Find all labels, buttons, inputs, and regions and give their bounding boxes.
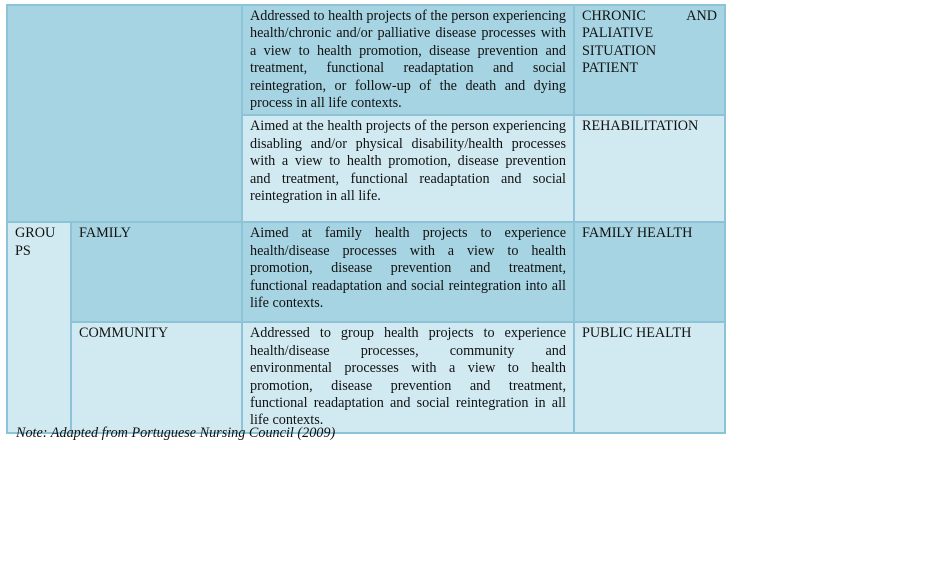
table-note: Note: Adapted from Portuguese Nursing Council (2009) xyxy=(16,425,336,441)
category-cell: REHABILITATION xyxy=(574,115,725,222)
description-cell: Aimed at family health projects to experience health/disease processes with a view to health promotion, disease prevention and treatment, functional readaptation and social reintegration into all life contexts. xyxy=(242,222,574,322)
target-cell: FAMILY xyxy=(71,222,242,322)
description-cell: Addressed to health projects of the person experiencing health/chronic and/or palliative disease processes with a view to health promotion, disease prevention and treatment, functional readaptation and social reintegration, or follow-up of the death and dying process in all life contexts. xyxy=(242,5,574,115)
category-cell: PUBLIC HEALTH xyxy=(574,322,725,432)
description-cell: Aimed at the health projects of the person experiencing disabling and/or physical disability/health processes with a view to health promotion, disease prevention and treatment, functional readaptation and social reintegration in all life. xyxy=(242,115,574,222)
category-cell xyxy=(574,5,725,115)
table-row xyxy=(7,322,725,432)
groups-label: GROUPS xyxy=(15,225,56,259)
target-cell: COMMUNITY xyxy=(71,322,242,432)
groups-cell xyxy=(7,222,71,432)
description-cell: Addressed to group health projects to experience health/disease processes, community and environmental processes with a view to health promotion, disease prevention and treatment, functional readaptation and social reintegration in all life contexts. xyxy=(242,322,574,432)
table-row xyxy=(7,5,725,115)
table-row xyxy=(7,222,725,322)
category-line: CHRONIC AND xyxy=(582,8,717,24)
category-cell: FAMILY HEALTH xyxy=(574,222,725,322)
specialties-table xyxy=(6,4,726,434)
category-rest: PALIATIVE SITUATION PATIENT xyxy=(582,25,657,77)
empty-header-cell xyxy=(7,5,242,222)
